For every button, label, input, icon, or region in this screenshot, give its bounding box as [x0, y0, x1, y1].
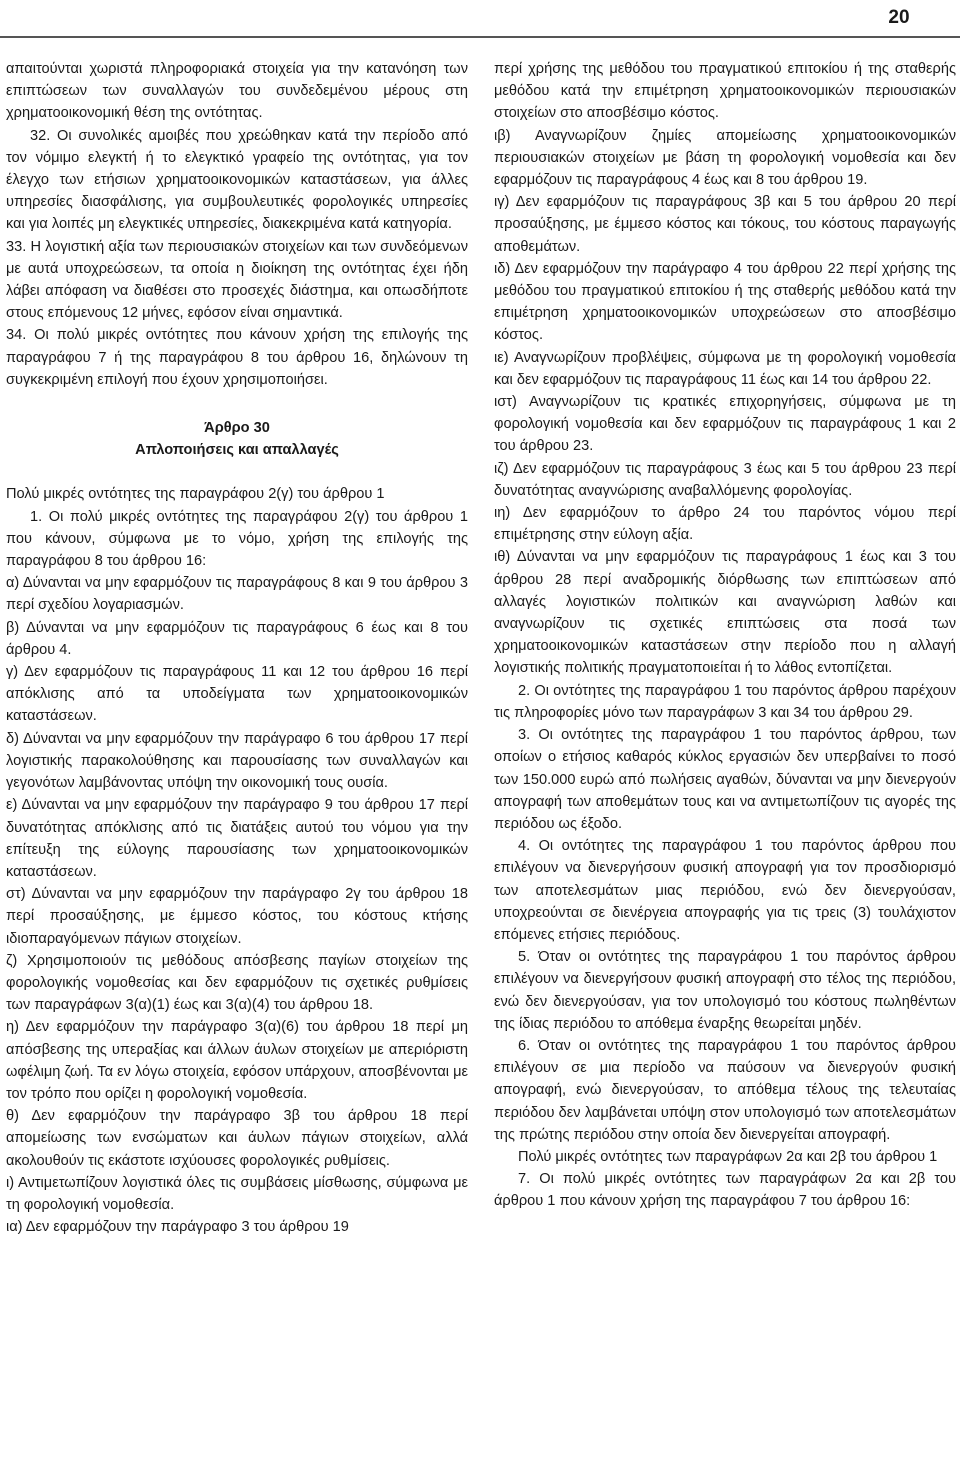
paragraph: απαιτούνται χωριστά πληροφοριακά στοιχεία για την κατανόηση των επιπτώσεων των συναλλαγών του συνδεδεμένου μέρους στη χρηματοοικονομική θέση της οντότητας.	[6, 61, 468, 122]
spacer	[6, 461, 468, 483]
list-item: ιθ) Δύνανται να μην εφαρμόζουν τις παραγράφους 1 έως και 3 του άρθρου 28 περί αναδρομικής διόρθωσης των επιπτώσεων από αλλαγές λογιστικών πολιτικών και αναγνώριση λαθών και αναγνωρίζουν τις σχετικές επιπτώσεις στα ποσά των χρηματοοικονομικών καταστάσεων στην περίοδο που η αλλαγή λογιστικής πολιτικής πραγματοποιείται ή το λάθος εντοπίζεται.	[494, 549, 956, 677]
list-item: γ) Δεν εφαρμόζουν τις παραγράφους 11 και 12 του άρθρου 16 περί απόκλισης από τα υποδείγματα των χρηματοοικονομικών καταστάσεων.	[6, 664, 468, 725]
paragraph: 2. Οι οντότητες της παραγράφου 1 του παρόντος άρθρου παρέχουν τις πληροφορίες μόνο των παραγράφων 3 και 34 του άρθρου 29.	[494, 682, 956, 721]
left-column	[6, 58, 468, 1238]
paragraph: 33. Η λογιστική αξία των περιουσιακών στοιχείων και των συνδεόμενων με αυτά υποχρεώσεων, τα οποία η διοίκηση της οντότητας έχει ήδη λάβει απόφαση να διαθέσει στο προσεχές διάστημα, και οπωσδήποτε στους επόμενους 12 μήνες, εφόσον είναι σημαντικά.	[6, 238, 468, 322]
list-item: ιβ) Αναγνωρίζουν ζημίες απομείωσης χρηματοοικονομικών περιουσιακών στοιχείων με βάση τη φορολογική νομοθεσία και δεν εφαρμόζουν τις παραγράφους 4 έως και 8 του άρθρου 19.	[494, 127, 956, 189]
list-item: ι) Αντιμετωπίζουν λογιστικά όλες τις συμβάσεις μίσθωσης, σύμφωνα με τη φορολογική νομοθεσία.	[6, 1174, 468, 1213]
list-item: ζ) Χρησιμοποιούν τις μεθόδους απόσβεσης παγίων στοιχείων της φορολογικής νομοθεσίας και δεν εφαρμόζουν τις σχετικές ρυθμίσεις των παραγράφων 3(α)(1) έως και 3(α)(4) του άρθρου 18.	[6, 952, 468, 1014]
paragraph: 5. Όταν οι οντότητες της παραγράφου 1 του παρόντος άρθρου επιλέγουν να διενεργήσουν φυσική απογραφή στο τέλος της περιόδου, ενώ δεν διενεργούσαν, για τον υπολογισμό του κόστους πωληθέντων της ίδιας περιόδου το απόθεμα έναρξης θεωρείται μηδέν.	[494, 949, 956, 1032]
paragraph: 6. Όταν οι οντότητες της παραγράφου 1 του παρόντος άρθρου επιλέγουν σε μια περίοδο να παύσουν να διενεργούν φυσική απογραφή, ενώ διενεργούσαν, το απόθεμα τέλους της τελευταίας περιόδου δεν λαμβάνεται υπόψη στον υπολογισμό των αποτελεσμάτων της πρώτης περιόδου στην οποία δεν διενεργείται απογραφή.	[494, 1037, 956, 1143]
list-item: ιδ) Δεν εφαρμόζουν την παράγραφο 4 του άρθρου 22 περί χρήσης της μεθόδου του πραγματικού επιτοκίου ή της σταθερής μεθόδου κατά την επιμέτρηση χρηματοοικονομικών υποχρεώσεων στο αποσβέσιμο κόστος.	[494, 260, 956, 344]
paragraph: περί χρήσης της μεθόδου του πραγματικού επιτοκίου ή της σταθερής μεθόδου κατά την επιμέτρηση χρηματοοικονομικών περιουσιακών στοιχείων στο αποσβέσιμο κόστος.	[494, 61, 956, 122]
list-item: δ) Δύνανται να μην εφαρμόζουν την παράγραφο 6 του άρθρου 17 περί λογιστικής παρακολούθησης και παρουσίασης των συναλλαγών και γεγονότων λαμβάνοντας υπόψη την οικονομική τους ουσία.	[6, 730, 468, 792]
paragraph: 32. Οι συνολικές αμοιβές που χρεώθηκαν κατά την περίοδο από τον νόμιμο ελεγκτή ή το ελεγκτικό γραφείο της οντότητας, για τον έλεγχο των ετήσιων χρηματοοικονομικών καταστάσεων, για άλλες υπηρεσίες διασφάλισης, για συμβουλευτικές φορολογικές υπηρεσίες και για λοιπές μη ελεγκτικές υπηρεσίες, διακεκριμένα κατά κατηγορία.	[6, 127, 468, 233]
list-item: ιζ) Δεν εφαρμόζουν τις παραγράφους 3 έως και 5 του άρθρου 23 περί δυνατότητας αναγνώρισης αναβαλλόμενης φορολογίας.	[494, 460, 956, 499]
list-item: ε) Δύνανται να μην εφαρμόζουν την παράγραφο 9 του άρθρου 17 περί δυνατότητας απόκλισης από τις διατάξεις αυτού του νόμου για την επίτευξη της εύλογης παρουσίασης των χρηματοοικονομικών καταστάσεων.	[6, 797, 468, 880]
list-item: ια) Δεν εφαρμόζουν την παράγραφο 3 του άρθρου 19	[6, 1219, 349, 1236]
list-item: στ) Δύνανται να μην εφαρμόζουν την παράγραφο 2γ του άρθρου 18 περί προσαύξησης, με έμμεσο κόστος, του κόστους κτήσης ιδιοπαραγόμενων πάγιων στοιχείων.	[6, 886, 468, 947]
paragraph: 4. Οι οντότητες της παραγράφου 1 του παρόντος άρθρου που επιλέγουν να διενεργήσουν φυσική απογραφή για τον προσδιορισμό των αποτελεσμάτων μιας περιόδου, ενώ δεν διενεργούσαν, υποχρεούνται σε διενέργεια απογραφής για τις τρεις (3) τουλάχιστον επόμενες ετήσιες περιόδους.	[494, 838, 956, 943]
list-item: α) Δύνανται να μην εφαρμόζουν τις παραγράφους 8 και 9 του άρθρου 3 περί σχεδίου λογαριασμών.	[6, 575, 468, 614]
subheading: Πολύ μικρές οντότητες των παραγράφων 2α και 2β του άρθρου 1	[518, 1148, 938, 1165]
paragraph: 7. Οι πολύ μικρές οντότητες των παραγράφων 2α και 2β του άρθρου 1 που κάνουν χρήση της παραγράφου 7 του άρθρου 16:	[494, 1171, 956, 1210]
paragraph: 34. Οι πολύ μικρές οντότητες που κάνουν χρήση της επιλογής της παραγράφου 7 ή της παραγράφου 8 του άρθρου 16, δηλώνουν τη συγκεκριμένη επιλογή που έχουν χρησιμοποιήσει.	[6, 327, 468, 388]
list-item: β) Δύνανται να μην εφαρμόζουν τις παραγράφους 6 έως και 8 του άρθρου 4.	[6, 619, 468, 658]
article-title: Απλοποιήσεις και απαλλαγές	[135, 442, 339, 459]
list-item: ιε) Αναγνωρίζουν προβλέψεις, σύμφωνα με τη φορολογική νομοθεσία και δεν εφαρμόζουν τις παραγράφους 11 έως και 14 του άρθρου 22.	[494, 349, 956, 388]
list-item: η) Δεν εφαρμόζουν την παράγραφο 3(α)(6) του άρθρου 18 περί μη απόσβεσης της υπεραξίας και άλλων άυλων στοιχείων με απεριόριστη ωφέλιμη ζωή. Τα εν λόγω στοιχεία, εφόσον υπάρχουν, αποσβένονται με τον τρόπο που ορίζει η φορολογική νομοθεσία.	[6, 1019, 468, 1102]
header-rule	[0, 36, 960, 38]
right-column	[494, 58, 956, 1213]
subheading: Πολύ μικρές οντότητες της παραγράφου 2(γ) του άρθρου 1	[6, 486, 385, 503]
list-item: ιη) Δεν εφαρμόζουν το άρθρο 24 του παρόντος νόμου περί επιμέτρησης στην εύλογη αξία.	[494, 505, 956, 544]
list-item: θ) Δεν εφαρμόζουν την παράγραφο 3β του άρθρου 18 περί απομείωσης των ενσώματων και άυλων πάγιων στοιχείων, αλλά ακολουθούν τις εκάστοτε ισχύουσες φορολογικές ρυθμίσεις.	[6, 1108, 468, 1169]
article-heading: Άρθρο 30	[204, 420, 270, 437]
list-item: ιστ) Αναγνωρίζουν τις κρατικές επιχορηγήσεις, σύμφωνα με τη φορολογική νομοθεσία και δεν εφαρμόζουν τις παραγράφους 1 και 2 του άρθρου 23.	[494, 394, 956, 455]
paragraph: 3. Οι οντότητες της παραγράφου 1 του παρόντος άρθρου, των οποίων ο ετήσιος καθαρός κύκλος εργασιών δεν υπερβαίνει το ποσό των 150.000 ευρώ από πωλήσεις αγαθών, δύνανται να μην διενεργούν απογραφή των αποθεμάτων τους και να αντιμετωπίζουν τις αγορές της περιόδου ως έξοδο.	[494, 727, 956, 832]
list-item: ιγ) Δεν εφαρμόζουν τις παραγράφους 3β και 5 του άρθρου 20 περί προσαύξησης, με έμμεσο κόστος και τόκους, του κόστους παραγωγής αποθεμάτων.	[494, 194, 956, 255]
page-number: 20	[888, 7, 910, 28]
paragraph: 1. Οι πολύ μικρές οντότητες της παραγράφου 2(γ) του άρθρου 1 που κάνουν, σύμφωνα με το νόμο, χρήση της επιλογής της παραγράφου 8 του άρθρου 16:	[6, 508, 468, 570]
